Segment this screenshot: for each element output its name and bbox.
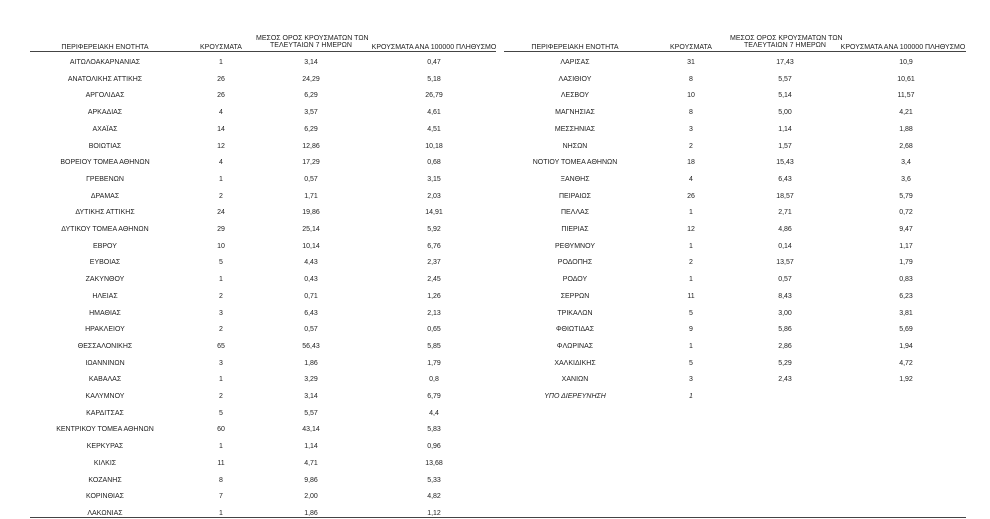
header-region-right: ΠΕΡΙΦΕΡΕΙΑΚΗ ΕΝΟΤΗΤΑ xyxy=(531,44,619,51)
left-row-1-cases: 1 xyxy=(219,59,223,66)
header-avg-right-2: ΤΕΛΕΥΤΑΙΩΝ 7 ΗΜΕΡΩΝ xyxy=(744,42,826,49)
left-row-10-region: ΔΥΤΙΚΗΣ ΑΤΤΙΚΗΣ xyxy=(75,209,135,217)
right-row-2-per100k: 10,61 xyxy=(897,75,915,83)
left-row-17-avg7: 0,57 xyxy=(304,326,318,334)
right-row-20-region: ΧΑΝΙΩΝ xyxy=(561,376,589,384)
right-row-18-avg7: 2,86 xyxy=(778,342,792,350)
right-row-12-avg7: 0,14 xyxy=(778,242,792,250)
right-row-19-avg7: 5,29 xyxy=(778,359,792,367)
left-row-3-region: ΑΡΓΟΛΙΔΑΣ xyxy=(85,92,125,100)
left-row-26-per100k: 5,33 xyxy=(427,476,441,484)
right-row-9-per100k: 5,79 xyxy=(899,192,913,200)
right-row-13-avg7: 13,57 xyxy=(776,259,794,267)
right-row-1-avg7: 17,43 xyxy=(776,59,794,66)
right-row-3-region: ΛΕΣΒΟΥ xyxy=(560,92,590,100)
left-row-9-cases: 2 xyxy=(219,192,223,200)
left-row-14-region: ΖΑΚΥΝΘΟΥ xyxy=(85,276,125,284)
header-cases-right: ΚΡΟΥΣΜΑΤΑ xyxy=(670,44,712,51)
right-row-5-avg7: 1,14 xyxy=(778,125,792,133)
left-row-1-region: ΑΙΤΩΛΟΑΚΑΡΝΑΝΙΑΣ xyxy=(69,59,141,66)
header-cases-left: ΚΡΟΥΣΜΑΤΑ xyxy=(200,44,242,51)
left-row-22-avg7: 5,57 xyxy=(304,409,318,417)
left-row-25-cases: 11 xyxy=(217,459,225,467)
right-row-14-avg7: 0,57 xyxy=(778,276,792,284)
left-row-18-avg7: 56,43 xyxy=(302,342,320,350)
right-row-18-region: ΦΛΩΡΙΝΑΣ xyxy=(556,342,594,350)
right-row-14-per100k: 0,83 xyxy=(899,276,913,284)
right-row-11-avg7: 4,86 xyxy=(778,226,792,233)
right-row-15-per100k: 6,23 xyxy=(899,292,913,300)
left-row-7-per100k: 0,68 xyxy=(427,159,441,167)
left-row-26-region: ΚΟΖΑΝΗΣ xyxy=(88,476,122,484)
right-row-7-per100k: 3,4 xyxy=(901,159,911,167)
left-row-8-region: ΓΡΕΒΕΝΩΝ xyxy=(86,175,124,183)
left-row-10-avg7: 19,86 xyxy=(302,209,320,217)
left-row-21-cases: 2 xyxy=(219,393,223,400)
left-row-26-avg7: 9,86 xyxy=(304,476,318,484)
left-row-28-avg7: 1,86 xyxy=(304,509,318,517)
left-row-13-per100k: 2,37 xyxy=(427,259,441,267)
left-row-3-avg7: 6,29 xyxy=(304,92,318,100)
right-row-7-region: ΝΟΤΙΟΥ ΤΟΜΕΑ ΑΘΗΝΩΝ xyxy=(532,159,618,167)
header-underline-left xyxy=(30,51,496,52)
right-row-6-region: ΝΗΣΩΝ xyxy=(562,142,588,150)
left-row-14-avg7: 0,43 xyxy=(304,276,318,284)
left-row-21-avg7: 3,14 xyxy=(304,393,318,400)
left-row-4-cases: 4 xyxy=(219,109,223,117)
left-row-8-per100k: 3,15 xyxy=(427,175,441,183)
right-row-19-per100k: 4,72 xyxy=(899,359,913,367)
left-row-7-cases: 4 xyxy=(219,159,223,167)
left-row-27-region: ΚΟΡΙΝΘΙΑΣ xyxy=(86,493,124,501)
right-row-18-cases: 1 xyxy=(689,342,693,350)
left-row-5-region: ΑΧΑΪΑΣ xyxy=(92,125,118,133)
right-row-9-cases: 26 xyxy=(687,192,695,200)
header-avg-left-1: ΜΕΣΟΣ ΟΡΟΣ ΚΡΟΥΣΜΑΤΩΝ ΤΩΝ xyxy=(256,35,369,42)
header-per100k-right: ΚΡΟΥΣΜΑΤΑ ΑΝΑ 100000 ΠΛΗΘΥΣΜΟ xyxy=(840,44,966,51)
left-row-6-avg7: 12,86 xyxy=(302,142,320,150)
right-row-10-cases: 1 xyxy=(689,209,693,217)
right-row-21-region: ΥΠΟ ΔΙΕΡΕΥΝΗΣΗ xyxy=(544,393,606,400)
left-row-16-region: ΗΜΑΘΙΑΣ xyxy=(89,309,121,317)
left-row-10-cases: 24 xyxy=(217,209,225,217)
left-row-23-avg7: 43,14 xyxy=(302,426,320,434)
right-row-1-cases: 31 xyxy=(687,59,695,66)
right-row-8-region: ΞΑΝΘΗΣ xyxy=(560,175,590,183)
left-row-9-region: ΔΡΑΜΑΣ xyxy=(90,192,120,200)
right-row-6-avg7: 1,57 xyxy=(778,142,792,150)
left-row-19-per100k: 1,79 xyxy=(427,359,441,367)
right-row-13-cases: 2 xyxy=(689,259,693,267)
left-row-1-per100k: 0,47 xyxy=(427,59,441,66)
right-row-20-avg7: 2,43 xyxy=(778,376,792,384)
left-row-6-per100k: 10,18 xyxy=(425,142,443,150)
left-row-24-per100k: 0,96 xyxy=(427,443,441,451)
left-row-9-avg7: 1,71 xyxy=(304,192,318,200)
left-row-21-region: ΚΑΛΥΜΝΟΥ xyxy=(85,393,125,400)
right-row-17-cases: 9 xyxy=(689,326,693,334)
right-row-6-per100k: 2,68 xyxy=(899,142,913,150)
left-row-12-per100k: 6,76 xyxy=(427,242,441,250)
right-row-12-per100k: 1,17 xyxy=(899,242,913,250)
left-row-5-cases: 14 xyxy=(217,125,225,133)
left-row-15-region: ΗΛΕΙΑΣ xyxy=(92,292,118,300)
left-row-16-cases: 3 xyxy=(219,309,223,317)
left-row-15-avg7: 0,71 xyxy=(304,292,318,300)
right-row-11-region: ΠΙΕΡΙΑΣ xyxy=(561,226,589,233)
left-row-13-avg7: 4,43 xyxy=(304,259,318,267)
right-row-19-cases: 5 xyxy=(689,359,693,367)
right-row-9-region: ΠΕΙΡΑΙΩΣ xyxy=(559,192,591,200)
right-row-19-region: ΧΑΛΚΙΔΙΚΗΣ xyxy=(554,359,596,367)
right-row-17-avg7: 5,86 xyxy=(778,326,792,334)
left-row-24-cases: 1 xyxy=(219,443,223,451)
left-row-17-per100k: 0,65 xyxy=(427,326,441,334)
left-row-27-cases: 7 xyxy=(219,493,223,501)
left-row-13-cases: 5 xyxy=(219,259,223,267)
header-avg-right-1: ΜΕΣΟΣ ΟΡΟΣ ΚΡΟΥΣΜΑΤΩΝ ΤΩΝ xyxy=(730,35,843,42)
left-row-15-per100k: 1,26 xyxy=(427,292,441,300)
left-row-16-avg7: 6,43 xyxy=(304,309,318,317)
left-row-25-per100k: 13,68 xyxy=(425,459,443,467)
left-row-3-per100k: 26,79 xyxy=(425,92,443,100)
left-row-14-per100k: 2,45 xyxy=(427,276,441,284)
right-row-20-cases: 3 xyxy=(689,376,693,384)
right-row-5-per100k: 1,88 xyxy=(899,125,913,133)
left-row-20-cases: 1 xyxy=(219,376,223,384)
left-row-22-region: ΚΑΡΔΙΤΣΑΣ xyxy=(86,409,124,417)
right-row-7-cases: 18 xyxy=(687,159,695,167)
right-row-13-per100k: 1,79 xyxy=(899,259,913,267)
right-row-18-per100k: 1,94 xyxy=(899,342,913,350)
left-row-14-cases: 1 xyxy=(219,276,223,284)
left-row-2-region: ΑΝΑΤΟΛΙΚΗΣ ΑΤΤΙΚΗΣ xyxy=(67,75,143,83)
right-row-2-cases: 8 xyxy=(689,75,693,83)
left-row-20-per100k: 0,8 xyxy=(429,376,439,384)
right-row-5-cases: 3 xyxy=(689,125,693,133)
left-row-16-per100k: 2,13 xyxy=(427,309,441,317)
left-row-13-region: ΕΥΒΟΙΑΣ xyxy=(89,259,121,267)
left-row-28-cases: 1 xyxy=(219,509,223,517)
right-row-21-cases: 1 xyxy=(689,393,693,400)
left-row-25-region: ΚΙΛΚΙΣ xyxy=(93,459,117,467)
right-row-10-per100k: 0,72 xyxy=(899,209,913,217)
right-row-8-avg7: 6,43 xyxy=(778,175,792,183)
left-row-26-cases: 8 xyxy=(219,476,223,484)
left-row-4-avg7: 3,57 xyxy=(304,109,318,117)
left-row-22-cases: 5 xyxy=(219,409,223,417)
left-row-17-region: ΗΡΑΚΛΕΙΟΥ xyxy=(85,326,125,334)
left-row-21-per100k: 6,79 xyxy=(427,393,441,400)
left-row-2-cases: 26 xyxy=(217,75,225,83)
right-row-17-region: ΦΘΙΩΤΙΔΑΣ xyxy=(555,326,595,334)
right-row-2-avg7: 5,57 xyxy=(778,75,792,83)
left-row-24-avg7: 1,14 xyxy=(304,443,318,451)
left-row-11-avg7: 25,14 xyxy=(302,226,320,233)
right-row-17-per100k: 5,69 xyxy=(899,326,913,334)
left-row-28-per100k: 1,12 xyxy=(427,509,441,517)
right-row-6-cases: 2 xyxy=(689,142,693,150)
right-row-11-cases: 12 xyxy=(687,226,695,233)
left-row-23-per100k: 5,83 xyxy=(427,426,441,434)
left-row-23-region: ΚΕΝΤΡΙΚΟΥ ΤΟΜΕΑ ΑΘΗΝΩΝ xyxy=(56,426,154,434)
left-row-5-avg7: 6,29 xyxy=(304,125,318,133)
right-row-10-avg7: 2,71 xyxy=(778,209,792,217)
right-row-12-region: ΡΕΘΥΜΝΟΥ xyxy=(554,242,595,250)
left-row-6-region: ΒΟΙΩΤΙΑΣ xyxy=(88,142,122,150)
right-row-8-cases: 4 xyxy=(689,175,693,183)
right-row-16-cases: 5 xyxy=(689,309,693,317)
right-row-15-region: ΣΕΡΡΩΝ xyxy=(560,292,590,300)
right-row-3-per100k: 11,57 xyxy=(897,92,915,100)
left-row-27-per100k: 4,82 xyxy=(427,493,441,501)
right-row-15-avg7: 8,43 xyxy=(778,292,792,300)
left-row-19-avg7: 1,86 xyxy=(304,359,318,367)
right-row-16-per100k: 3,81 xyxy=(899,309,913,317)
left-row-2-per100k: 5,18 xyxy=(427,75,441,83)
left-row-9-per100k: 2,03 xyxy=(427,192,441,200)
left-row-27-avg7: 2,00 xyxy=(304,493,318,501)
left-row-10-per100k: 14,91 xyxy=(425,209,443,217)
left-row-1-avg7: 3,14 xyxy=(304,59,318,66)
left-row-12-cases: 10 xyxy=(217,242,225,250)
left-row-28-region: ΛΑΚΩΝΙΑΣ xyxy=(87,509,123,517)
left-row-22-per100k: 4,4 xyxy=(429,409,439,417)
right-row-1-per100k: 10,9 xyxy=(899,59,913,66)
header-avg-left-2: ΤΕΛΕΥΤΑΙΩΝ 7 ΗΜΕΡΩΝ xyxy=(270,42,352,49)
right-row-5-region: ΜΕΣΣΗΝΙΑΣ xyxy=(554,125,596,133)
right-row-4-region: ΜΑΓΝΗΣΙΑΣ xyxy=(555,109,595,117)
header-region-left: ΠΕΡΙΦΕΡΕΙΑΚΗ ΕΝΟΤΗΤΑ xyxy=(61,44,149,51)
right-row-15-cases: 11 xyxy=(687,292,695,300)
left-row-18-cases: 65 xyxy=(217,342,225,350)
header-underline-right xyxy=(504,51,966,52)
left-row-8-cases: 1 xyxy=(219,175,223,183)
left-row-8-avg7: 0,57 xyxy=(304,175,318,183)
right-row-14-cases: 1 xyxy=(689,276,693,284)
right-row-14-region: ΡΟΔΟΥ xyxy=(562,276,588,284)
left-row-11-region: ΔΥΤΙΚΟΥ ΤΟΜΕΑ ΑΘΗΝΩΝ xyxy=(61,226,149,233)
right-row-20-per100k: 1,92 xyxy=(899,376,913,384)
left-row-7-region: ΒΟΡΕΙΟΥ ΤΟΜΕΑ ΑΘΗΝΩΝ xyxy=(60,159,150,167)
left-row-7-avg7: 17,29 xyxy=(302,159,320,167)
right-row-10-region: ΠΕΛΛΑΣ xyxy=(560,209,590,217)
right-row-4-per100k: 4,21 xyxy=(899,109,913,117)
right-row-16-region: ΤΡΙΚΑΛΩΝ xyxy=(557,309,593,317)
left-row-3-cases: 26 xyxy=(217,92,225,100)
right-row-1-region: ΛΑΡΙΣΑΣ xyxy=(560,59,590,66)
left-row-25-avg7: 4,71 xyxy=(304,459,318,467)
left-row-20-avg7: 3,29 xyxy=(304,376,318,384)
right-row-16-avg7: 3,00 xyxy=(778,309,792,317)
left-row-18-per100k: 5,85 xyxy=(427,342,441,350)
left-row-19-cases: 3 xyxy=(219,359,223,367)
left-row-24-region: ΚΕΡΚΥΡΑΣ xyxy=(86,443,124,451)
left-row-17-cases: 2 xyxy=(219,326,223,334)
right-row-8-per100k: 3,6 xyxy=(901,175,911,183)
right-row-7-avg7: 15,43 xyxy=(776,159,794,167)
left-row-11-per100k: 5,92 xyxy=(427,226,441,233)
right-row-12-cases: 1 xyxy=(689,242,693,250)
right-row-9-avg7: 18,57 xyxy=(776,192,794,200)
left-row-20-region: ΚΑΒΑΛΑΣ xyxy=(88,376,122,384)
left-row-12-region: ΕΒΡΟΥ xyxy=(93,242,117,250)
right-row-3-avg7: 5,14 xyxy=(778,92,792,100)
right-row-4-avg7: 5,00 xyxy=(778,109,792,117)
left-row-4-per100k: 4,61 xyxy=(427,109,441,117)
left-row-6-cases: 12 xyxy=(217,142,225,150)
left-row-18-region: ΘΕΣΣΑΛΟΝΙΚΗΣ xyxy=(77,342,133,350)
right-row-2-region: ΛΑΣΙΘΙΟΥ xyxy=(558,75,592,83)
right-row-3-cases: 10 xyxy=(687,92,695,100)
left-row-23-cases: 60 xyxy=(217,426,225,434)
bottom-rule xyxy=(30,517,966,518)
left-row-19-region: ΙΩΑΝΝΙΝΩΝ xyxy=(85,359,125,367)
right-row-13-region: ΡΟΔΟΠΗΣ xyxy=(557,259,593,267)
left-row-11-cases: 29 xyxy=(217,226,225,233)
right-row-11-per100k: 9,47 xyxy=(899,226,913,233)
left-row-15-cases: 2 xyxy=(219,292,223,300)
left-row-2-avg7: 24,29 xyxy=(302,75,320,83)
left-row-4-region: ΑΡΚΑΔΙΑΣ xyxy=(87,109,123,117)
right-row-4-cases: 8 xyxy=(689,109,693,117)
left-row-5-per100k: 4,51 xyxy=(427,125,441,133)
header-per100k-left: ΚΡΟΥΣΜΑΤΑ ΑΝΑ 100000 ΠΛΗΘΥΣΜΟ xyxy=(371,44,497,51)
left-row-12-avg7: 10,14 xyxy=(302,242,320,250)
